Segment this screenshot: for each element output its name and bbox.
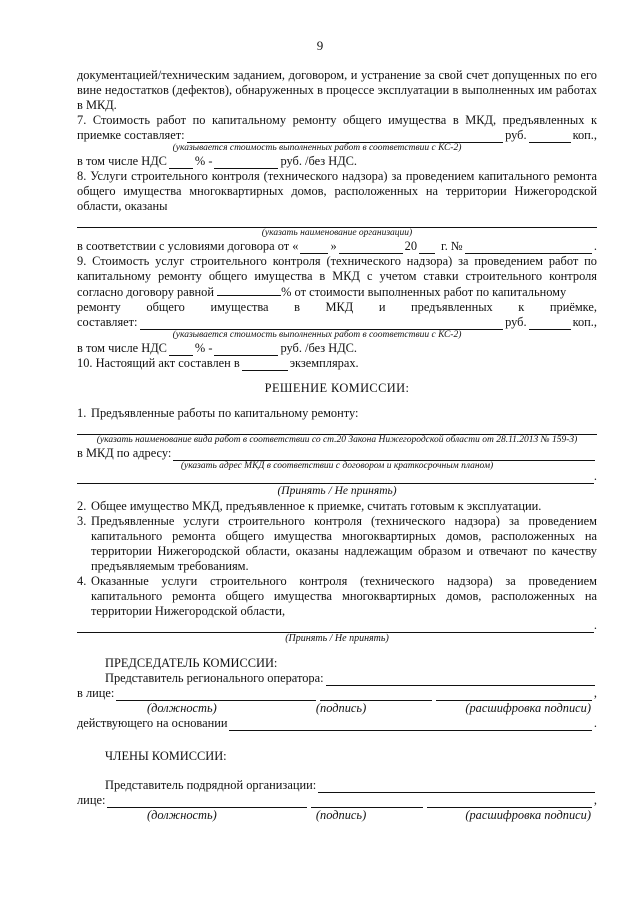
decision4-accept-row: . [77, 619, 597, 633]
item8-caption: (указать наименование организации) [261, 228, 413, 238]
decision2-num: 2. [77, 499, 87, 513]
chair-rep-field[interactable] [326, 674, 595, 686]
chair-signature-caption: (подпись) [315, 701, 367, 715]
chair-rep-row [77, 671, 597, 686]
item7-line1: 7. Стоимость работ по капитальному ремонту общего имущества в МКД, предъявленных к [77, 113, 597, 127]
document-body [77, 68, 597, 823]
chair-rep-label: Представитель регионального оператора: [105, 671, 324, 685]
decision1-accept-field[interactable] [77, 472, 594, 484]
members-person-row: лице: , [77, 793, 597, 807]
chair-position-field[interactable] [116, 689, 316, 701]
item9-vat-label: в том числе НДС [77, 341, 167, 355]
item9-cost-field[interactable] [140, 318, 504, 330]
chair-decode-caption: (расшифровка подписи) [465, 701, 591, 715]
item7-vat-tail: руб. /без НДС. [280, 154, 358, 168]
item7-kop: коп., [572, 128, 597, 142]
members-position-field[interactable] [107, 796, 307, 808]
item9-text-a: 9. Стоимость услуг строительного контроля (технического надзора) за проведением работ по капитальному ремонту общего имущества в МКД с учетом ставки строительного контроля согласно договору равной [77, 254, 597, 299]
item8-org-field[interactable] [77, 216, 597, 228]
item7-kop-field[interactable] [529, 131, 571, 143]
decision1-address-row [77, 446, 597, 461]
decision3-num: 3. [77, 514, 87, 528]
decision2 [77, 499, 597, 514]
members-signature-caption: (подпись) [315, 808, 367, 822]
decision1-address-field[interactable] [173, 449, 595, 461]
chair-acting-label: действующего на основании [77, 716, 228, 730]
decision4-accept-field[interactable] [77, 621, 594, 633]
item7-cost-field[interactable] [187, 131, 504, 143]
chair-acting-row: действующего на основании . [77, 716, 597, 730]
chair-decode-field[interactable] [436, 689, 592, 701]
decision1-work-row [77, 421, 597, 435]
decision4-num: 4. [77, 574, 87, 588]
item7-vat-label: в том числе НДС [77, 154, 167, 168]
item9-rate-field[interactable] [217, 284, 281, 296]
decision4-text: Оказанные услуги строительного контроля (технического надзора) за проведением капитального ремонта общего имущества многоквартирных домов, расположенных на территории Нижегородской области, [91, 574, 597, 618]
item8-number-field[interactable] [465, 242, 592, 254]
decision1-address-label: в МКД по адресу: [77, 446, 172, 460]
top-paragraph: документацией/техническим заданием, договором, и устранение за свой счет допущенных по его вине недостатков (дефектов), обнаруженных в процессе эксплуатации в выполненных им работах в МКД. [77, 68, 597, 112]
chair-position-caption: (должность) [147, 701, 217, 715]
item7-vat-sep: % - [194, 154, 213, 168]
item8-text: 8. Услуги строительного контроля (технического надзора) за проведением капитального ремонта общего имущества многоквартирных домов, расположенных на территории Нижегородской области, оказаны [77, 169, 597, 213]
item9-kop-field[interactable] [529, 318, 571, 330]
chair-heading: ПРЕДСЕДАТЕЛЬ КОМИССИИ: [105, 656, 278, 670]
item8-month-field[interactable] [339, 242, 403, 254]
members-decode-field[interactable] [427, 796, 592, 808]
members-rep-label: Представитель подрядной организации: [105, 778, 317, 792]
item9-prefix: составляет: [77, 315, 138, 329]
item9-vat-sum-field[interactable] [214, 344, 278, 356]
item10-tail: экземплярах. [289, 356, 359, 370]
members-position-caption: (должность) [147, 808, 217, 822]
decision1-caption: (указать наименование вида работ в соответствии со ст.20 Закона Нижегородской области от 28.11.2013 № 159-З) [96, 435, 578, 445]
item7-prefix: приемке составляет: [77, 128, 185, 142]
item7-cost-row [77, 128, 597, 143]
item8-org-row [77, 214, 597, 228]
item8-dot: . [593, 239, 597, 253]
item9-vat-tail: руб. /без НДС. [280, 341, 358, 355]
chair-sign-captions [77, 701, 597, 716]
decision1-work-field[interactable] [77, 423, 597, 435]
chair-acting-field[interactable] [229, 719, 591, 731]
members-heading: ЧЛЕНЫ КОМИССИИ: [105, 749, 227, 763]
decision-heading: РЕШЕНИЕ КОМИССИИ: [264, 381, 410, 395]
item9-text [77, 254, 597, 300]
decision3 [77, 514, 597, 574]
item9-cost-row [77, 315, 597, 330]
item7-vat-row [77, 154, 597, 169]
item7-rub: руб. [505, 128, 527, 142]
item9-rub: руб. [505, 315, 527, 329]
item7-vat-percent-field[interactable] [169, 157, 193, 169]
members-decode-caption: (расшифровка подписи) [465, 808, 591, 822]
item8-year-field[interactable] [419, 242, 435, 254]
item8-contract-label: в соответствии с условиями договора от « [77, 239, 299, 253]
item10-copies-field[interactable] [242, 359, 288, 371]
decision1-text: Предъявленные работы по капитальному ремонту: [91, 406, 359, 420]
item8-quote-close: » [330, 239, 337, 253]
item9-text-b: % от стоимости выполненных работ по капитальному [281, 285, 567, 299]
decision1-num: 1. [77, 406, 87, 420]
members-sign-captions [77, 808, 597, 823]
item9-justified-line: ремонту общего имущества в МКД и предъявленных к приёмке, [77, 300, 597, 314]
item7-vat-sum-field[interactable] [214, 157, 278, 169]
decision4-accept: (Принять / Не принять) [285, 633, 389, 644]
item9-vat-sep: % - [194, 341, 213, 355]
chair-person-row: в лице: , [77, 686, 597, 700]
decision1 [77, 406, 597, 421]
item9-vat-row [77, 341, 597, 356]
item9-caption: (указывается стоимость выполненных работ в соответствии с КС-2) [172, 330, 462, 340]
chair-signature-field[interactable] [320, 689, 432, 701]
members-rep-field[interactable] [318, 781, 595, 793]
item8-number-label: г. № [441, 239, 463, 253]
members-rep-row [77, 778, 597, 793]
page-number: 9 [316, 38, 324, 53]
item10-row [77, 356, 597, 371]
item8-contract-row [77, 239, 597, 254]
decision3-text: Предъявленные услуги строительного контроля (технического надзора) за проведением капитального ремонта общего имущества многоквартирных домов, расположенных на территории Нижегородской области, оказаны надлежащим образом и отвечают по качеству предъявляемым требованиям. [91, 514, 597, 573]
item9-vat-percent-field[interactable] [169, 344, 193, 356]
chair-in-person: в лице: [77, 686, 115, 700]
decision4 [77, 574, 597, 619]
members-signature-field[interactable] [311, 796, 423, 808]
item7-caption: (указывается стоимость выполненных работ в соответствии с КС-2) [172, 143, 462, 153]
members-in-person: лице: [77, 793, 106, 807]
item8-century: 20 [404, 239, 418, 253]
decision1-address-caption: (указать адрес МКД в соответствии с договором и краткосрочным планом) [180, 461, 494, 471]
item9-kop: коп., [572, 315, 597, 329]
decision1-accept-row: . [77, 472, 597, 484]
decision1-accept: (Принять / Не принять) [277, 485, 397, 497]
item8-day-field[interactable] [300, 242, 328, 254]
decision2-text: Общее имущество МКД, предъявленное к приемке, считать готовым к эксплуатации. [91, 499, 542, 513]
item10-label: 10. Настоящий акт составлен в [77, 356, 240, 370]
